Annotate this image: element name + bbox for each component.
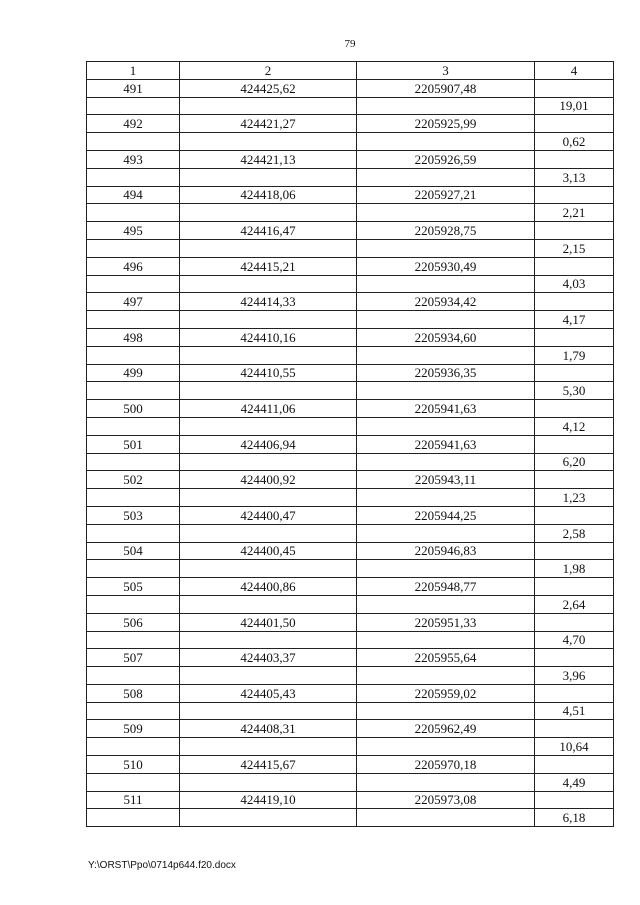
table-cell-col-3 <box>357 417 535 435</box>
table-cell-col-1: 510 <box>87 756 180 774</box>
table-cell-col-2 <box>180 809 357 827</box>
table-cell-col-3: 2205936,35 <box>357 364 535 382</box>
table-cell-col-3: 2205955,64 <box>357 649 535 667</box>
table-cell-col-3: 2205930,49 <box>357 257 535 275</box>
table-cell-col-4 <box>535 471 614 489</box>
table-row <box>87 453 614 471</box>
table-cell-col-4 <box>535 79 614 97</box>
table-cell-col-3 <box>357 453 535 471</box>
table-row <box>87 346 614 364</box>
table-cell-col-4: 2,21 <box>535 204 614 222</box>
table-cell-col-3: 2205959,02 <box>357 684 535 702</box>
table-row <box>87 275 614 293</box>
table-cell-col-1 <box>87 667 180 685</box>
table-cell-col-4 <box>535 791 614 809</box>
table-row <box>87 471 614 489</box>
table-cell-col-3 <box>357 275 535 293</box>
table-cell-col-1: 494 <box>87 186 180 204</box>
table-row <box>87 222 614 240</box>
table-row <box>87 97 614 115</box>
table-row <box>87 542 614 560</box>
table-row <box>87 506 614 524</box>
page-number: 79 <box>344 38 356 50</box>
table-cell-col-1 <box>87 738 180 756</box>
table-row <box>87 239 614 257</box>
table-cell-col-2 <box>180 489 357 507</box>
table-cell-col-3: 2205907,48 <box>357 79 535 97</box>
table-cell-col-2 <box>180 773 357 791</box>
table-row <box>87 311 614 329</box>
table-row <box>87 720 614 738</box>
table-cell-col-2 <box>180 204 357 222</box>
table-cell-col-1 <box>87 417 180 435</box>
table-cell-col-2 <box>180 275 357 293</box>
coordinates-table <box>86 61 614 827</box>
table-row <box>87 382 614 400</box>
table-cell-col-1: 505 <box>87 578 180 596</box>
table-cell-col-3: 2205934,60 <box>357 328 535 346</box>
table-cell-col-3 <box>357 204 535 222</box>
table-cell-col-1: 500 <box>87 400 180 418</box>
table-cell-col-4 <box>535 506 614 524</box>
table-cell-col-2: 424406,94 <box>180 435 357 453</box>
table-cell-col-2 <box>180 97 357 115</box>
table-row <box>87 738 614 756</box>
table-cell-col-2 <box>180 382 357 400</box>
table-cell-col-4 <box>535 400 614 418</box>
table-cell-col-1: 509 <box>87 720 180 738</box>
table-body <box>87 79 614 826</box>
table-cell-col-1 <box>87 453 180 471</box>
table-row <box>87 791 614 809</box>
table-cell-col-4 <box>535 542 614 560</box>
table-cell-col-3: 2205946,83 <box>357 542 535 560</box>
table-cell-col-4 <box>535 364 614 382</box>
table-cell-col-3 <box>357 702 535 720</box>
table-cell-col-1 <box>87 595 180 613</box>
table-cell-col-4: 4,51 <box>535 702 614 720</box>
table-cell-col-4 <box>535 435 614 453</box>
table-cell-col-1: 499 <box>87 364 180 382</box>
table-row <box>87 809 614 827</box>
table-cell-col-1: 502 <box>87 471 180 489</box>
table-row <box>87 133 614 151</box>
table-cell-col-1: 503 <box>87 506 180 524</box>
table-cell-col-4: 2,15 <box>535 239 614 257</box>
table-cell-col-2: 424419,10 <box>180 791 357 809</box>
table-cell-col-4: 1,23 <box>535 489 614 507</box>
table-row <box>87 293 614 311</box>
table-cell-col-1 <box>87 382 180 400</box>
table-cell-col-2 <box>180 346 357 364</box>
table-row <box>87 489 614 507</box>
table-row <box>87 756 614 774</box>
table-cell-col-1 <box>87 773 180 791</box>
table-cell-col-4 <box>535 186 614 204</box>
table-row <box>87 560 614 578</box>
table-cell-col-2: 424421,13 <box>180 150 357 168</box>
table-cell-col-2 <box>180 524 357 542</box>
table-row <box>87 115 614 133</box>
table-cell-col-3 <box>357 738 535 756</box>
table-row <box>87 417 614 435</box>
table-cell-col-1 <box>87 97 180 115</box>
table-row <box>87 168 614 186</box>
table-row <box>87 667 614 685</box>
table-cell-col-1: 492 <box>87 115 180 133</box>
table-cell-col-3 <box>357 346 535 364</box>
table-cell-col-4: 2,64 <box>535 595 614 613</box>
table-cell-col-3: 2205962,49 <box>357 720 535 738</box>
table-cell-col-2: 424415,67 <box>180 756 357 774</box>
table-row <box>87 257 614 275</box>
table-cell-col-2 <box>180 311 357 329</box>
table-cell-col-3: 2205948,77 <box>357 578 535 596</box>
table-cell-col-1 <box>87 275 180 293</box>
table-row <box>87 773 614 791</box>
table-row <box>87 400 614 418</box>
table-cell-col-1: 507 <box>87 649 180 667</box>
table-cell-col-2: 424403,37 <box>180 649 357 667</box>
table-cell-col-1: 501 <box>87 435 180 453</box>
table-cell-col-1 <box>87 809 180 827</box>
table-row <box>87 435 614 453</box>
table-cell-col-1: 497 <box>87 293 180 311</box>
table-cell-col-3 <box>357 809 535 827</box>
table-cell-col-3: 2205943,11 <box>357 471 535 489</box>
table-cell-col-3: 2205941,63 <box>357 435 535 453</box>
table-cell-col-3 <box>357 133 535 151</box>
table-cell-col-4: 19,01 <box>535 97 614 115</box>
table-cell-col-4 <box>535 613 614 631</box>
table-cell-col-1 <box>87 524 180 542</box>
column-header-2: 2 <box>180 62 357 80</box>
table-cell-col-1: 496 <box>87 257 180 275</box>
table-cell-col-4 <box>535 720 614 738</box>
table-cell-col-1: 491 <box>87 79 180 97</box>
column-header-3: 3 <box>357 62 535 80</box>
table-cell-col-1 <box>87 489 180 507</box>
table-cell-col-3: 2205944,25 <box>357 506 535 524</box>
table-row <box>87 186 614 204</box>
table-cell-col-4 <box>535 328 614 346</box>
table-cell-col-3 <box>357 595 535 613</box>
table-cell-col-2: 424425,62 <box>180 79 357 97</box>
table-cell-col-4: 4,49 <box>535 773 614 791</box>
table-cell-col-2 <box>180 667 357 685</box>
table-cell-col-4: 10,64 <box>535 738 614 756</box>
table-cell-col-2: 424410,55 <box>180 364 357 382</box>
table-cell-col-4: 6,18 <box>535 809 614 827</box>
table-cell-col-1: 504 <box>87 542 180 560</box>
table-cell-col-1 <box>87 133 180 151</box>
table-row <box>87 595 614 613</box>
table-cell-col-3 <box>357 311 535 329</box>
table-cell-col-2 <box>180 702 357 720</box>
file-path-footer: Y:\ORST\Ppo\0714p644.f20.docx <box>88 860 236 871</box>
table-cell-col-2 <box>180 239 357 257</box>
table-cell-col-2: 424400,47 <box>180 506 357 524</box>
table-row <box>87 702 614 720</box>
table-cell-col-3 <box>357 560 535 578</box>
table-cell-col-2: 424400,86 <box>180 578 357 596</box>
table-cell-col-2 <box>180 560 357 578</box>
table-header-row <box>87 62 614 80</box>
table-cell-col-2 <box>180 738 357 756</box>
table-cell-col-3 <box>357 97 535 115</box>
table-cell-col-4: 3,13 <box>535 168 614 186</box>
table-cell-col-4: 2,58 <box>535 524 614 542</box>
table-cell-col-4: 4,17 <box>535 311 614 329</box>
table-cell-col-4: 4,03 <box>535 275 614 293</box>
table-cell-col-2: 424414,33 <box>180 293 357 311</box>
table-cell-col-2: 424418,06 <box>180 186 357 204</box>
table-cell-col-3 <box>357 667 535 685</box>
table-cell-col-4 <box>535 293 614 311</box>
table-cell-col-3: 2205941,63 <box>357 400 535 418</box>
table-cell-col-1: 511 <box>87 791 180 809</box>
table-cell-col-4: 5,30 <box>535 382 614 400</box>
table-cell-col-3 <box>357 382 535 400</box>
table-cell-col-4: 4,12 <box>535 417 614 435</box>
table-cell-col-3 <box>357 168 535 186</box>
table-cell-col-4: 3,96 <box>535 667 614 685</box>
table-cell-col-4: 0,62 <box>535 133 614 151</box>
table-cell-col-2: 424421,27 <box>180 115 357 133</box>
table-cell-col-3 <box>357 773 535 791</box>
table-cell-col-2: 424400,45 <box>180 542 357 560</box>
table-row <box>87 364 614 382</box>
table-cell-col-2: 424415,21 <box>180 257 357 275</box>
table-cell-col-4 <box>535 684 614 702</box>
table-cell-col-1 <box>87 702 180 720</box>
table-cell-col-1: 508 <box>87 684 180 702</box>
table-cell-col-1 <box>87 631 180 649</box>
table-cell-col-2 <box>180 453 357 471</box>
table-cell-col-3: 2205970,18 <box>357 756 535 774</box>
table-cell-col-3: 2205926,59 <box>357 150 535 168</box>
table-cell-col-1: 506 <box>87 613 180 631</box>
table-cell-col-2: 424410,16 <box>180 328 357 346</box>
table-cell-col-4: 4,70 <box>535 631 614 649</box>
table-row <box>87 204 614 222</box>
table-cell-col-2 <box>180 133 357 151</box>
table-cell-col-1: 498 <box>87 328 180 346</box>
table-cell-col-2: 424416,47 <box>180 222 357 240</box>
table-row <box>87 649 614 667</box>
table-row <box>87 150 614 168</box>
table-row <box>87 613 614 631</box>
table-cell-col-2 <box>180 417 357 435</box>
table-cell-col-4: 6,20 <box>535 453 614 471</box>
table-cell-col-4 <box>535 756 614 774</box>
table-cell-col-2: 424401,50 <box>180 613 357 631</box>
table-cell-col-1: 495 <box>87 222 180 240</box>
table-cell-col-4 <box>535 222 614 240</box>
table-cell-col-1 <box>87 346 180 364</box>
table-cell-col-3: 2205973,08 <box>357 791 535 809</box>
table-cell-col-4: 1,98 <box>535 560 614 578</box>
table-cell-col-2: 424411,06 <box>180 400 357 418</box>
table-cell-col-3: 2205927,21 <box>357 186 535 204</box>
table-cell-col-3: 2205951,33 <box>357 613 535 631</box>
table-cell-col-3: 2205928,75 <box>357 222 535 240</box>
table-row <box>87 328 614 346</box>
table-cell-col-3 <box>357 239 535 257</box>
column-header-1: 1 <box>87 62 180 80</box>
table-cell-col-2: 424408,31 <box>180 720 357 738</box>
table-cell-col-2: 424400,92 <box>180 471 357 489</box>
table-cell-col-1 <box>87 560 180 578</box>
table-row <box>87 524 614 542</box>
table-cell-col-1: 493 <box>87 150 180 168</box>
table-cell-col-2 <box>180 595 357 613</box>
table-cell-col-3 <box>357 631 535 649</box>
table-cell-col-3 <box>357 524 535 542</box>
table-row <box>87 631 614 649</box>
table-row <box>87 684 614 702</box>
table-cell-col-2 <box>180 168 357 186</box>
table-cell-col-1 <box>87 168 180 186</box>
table-cell-col-4 <box>535 257 614 275</box>
table-cell-col-4: 1,79 <box>535 346 614 364</box>
table-cell-col-4 <box>535 578 614 596</box>
table-cell-col-3 <box>357 489 535 507</box>
table-cell-col-2 <box>180 631 357 649</box>
table-cell-col-4 <box>535 115 614 133</box>
column-header-4: 4 <box>535 62 614 80</box>
table-row <box>87 578 614 596</box>
table-cell-col-2: 424405,43 <box>180 684 357 702</box>
table-cell-col-1 <box>87 239 180 257</box>
table-cell-col-4 <box>535 649 614 667</box>
table-cell-col-1 <box>87 311 180 329</box>
table-cell-col-3: 2205934,42 <box>357 293 535 311</box>
table-row <box>87 79 614 97</box>
table-cell-col-1 <box>87 204 180 222</box>
table-cell-col-4 <box>535 150 614 168</box>
table-cell-col-3: 2205925,99 <box>357 115 535 133</box>
